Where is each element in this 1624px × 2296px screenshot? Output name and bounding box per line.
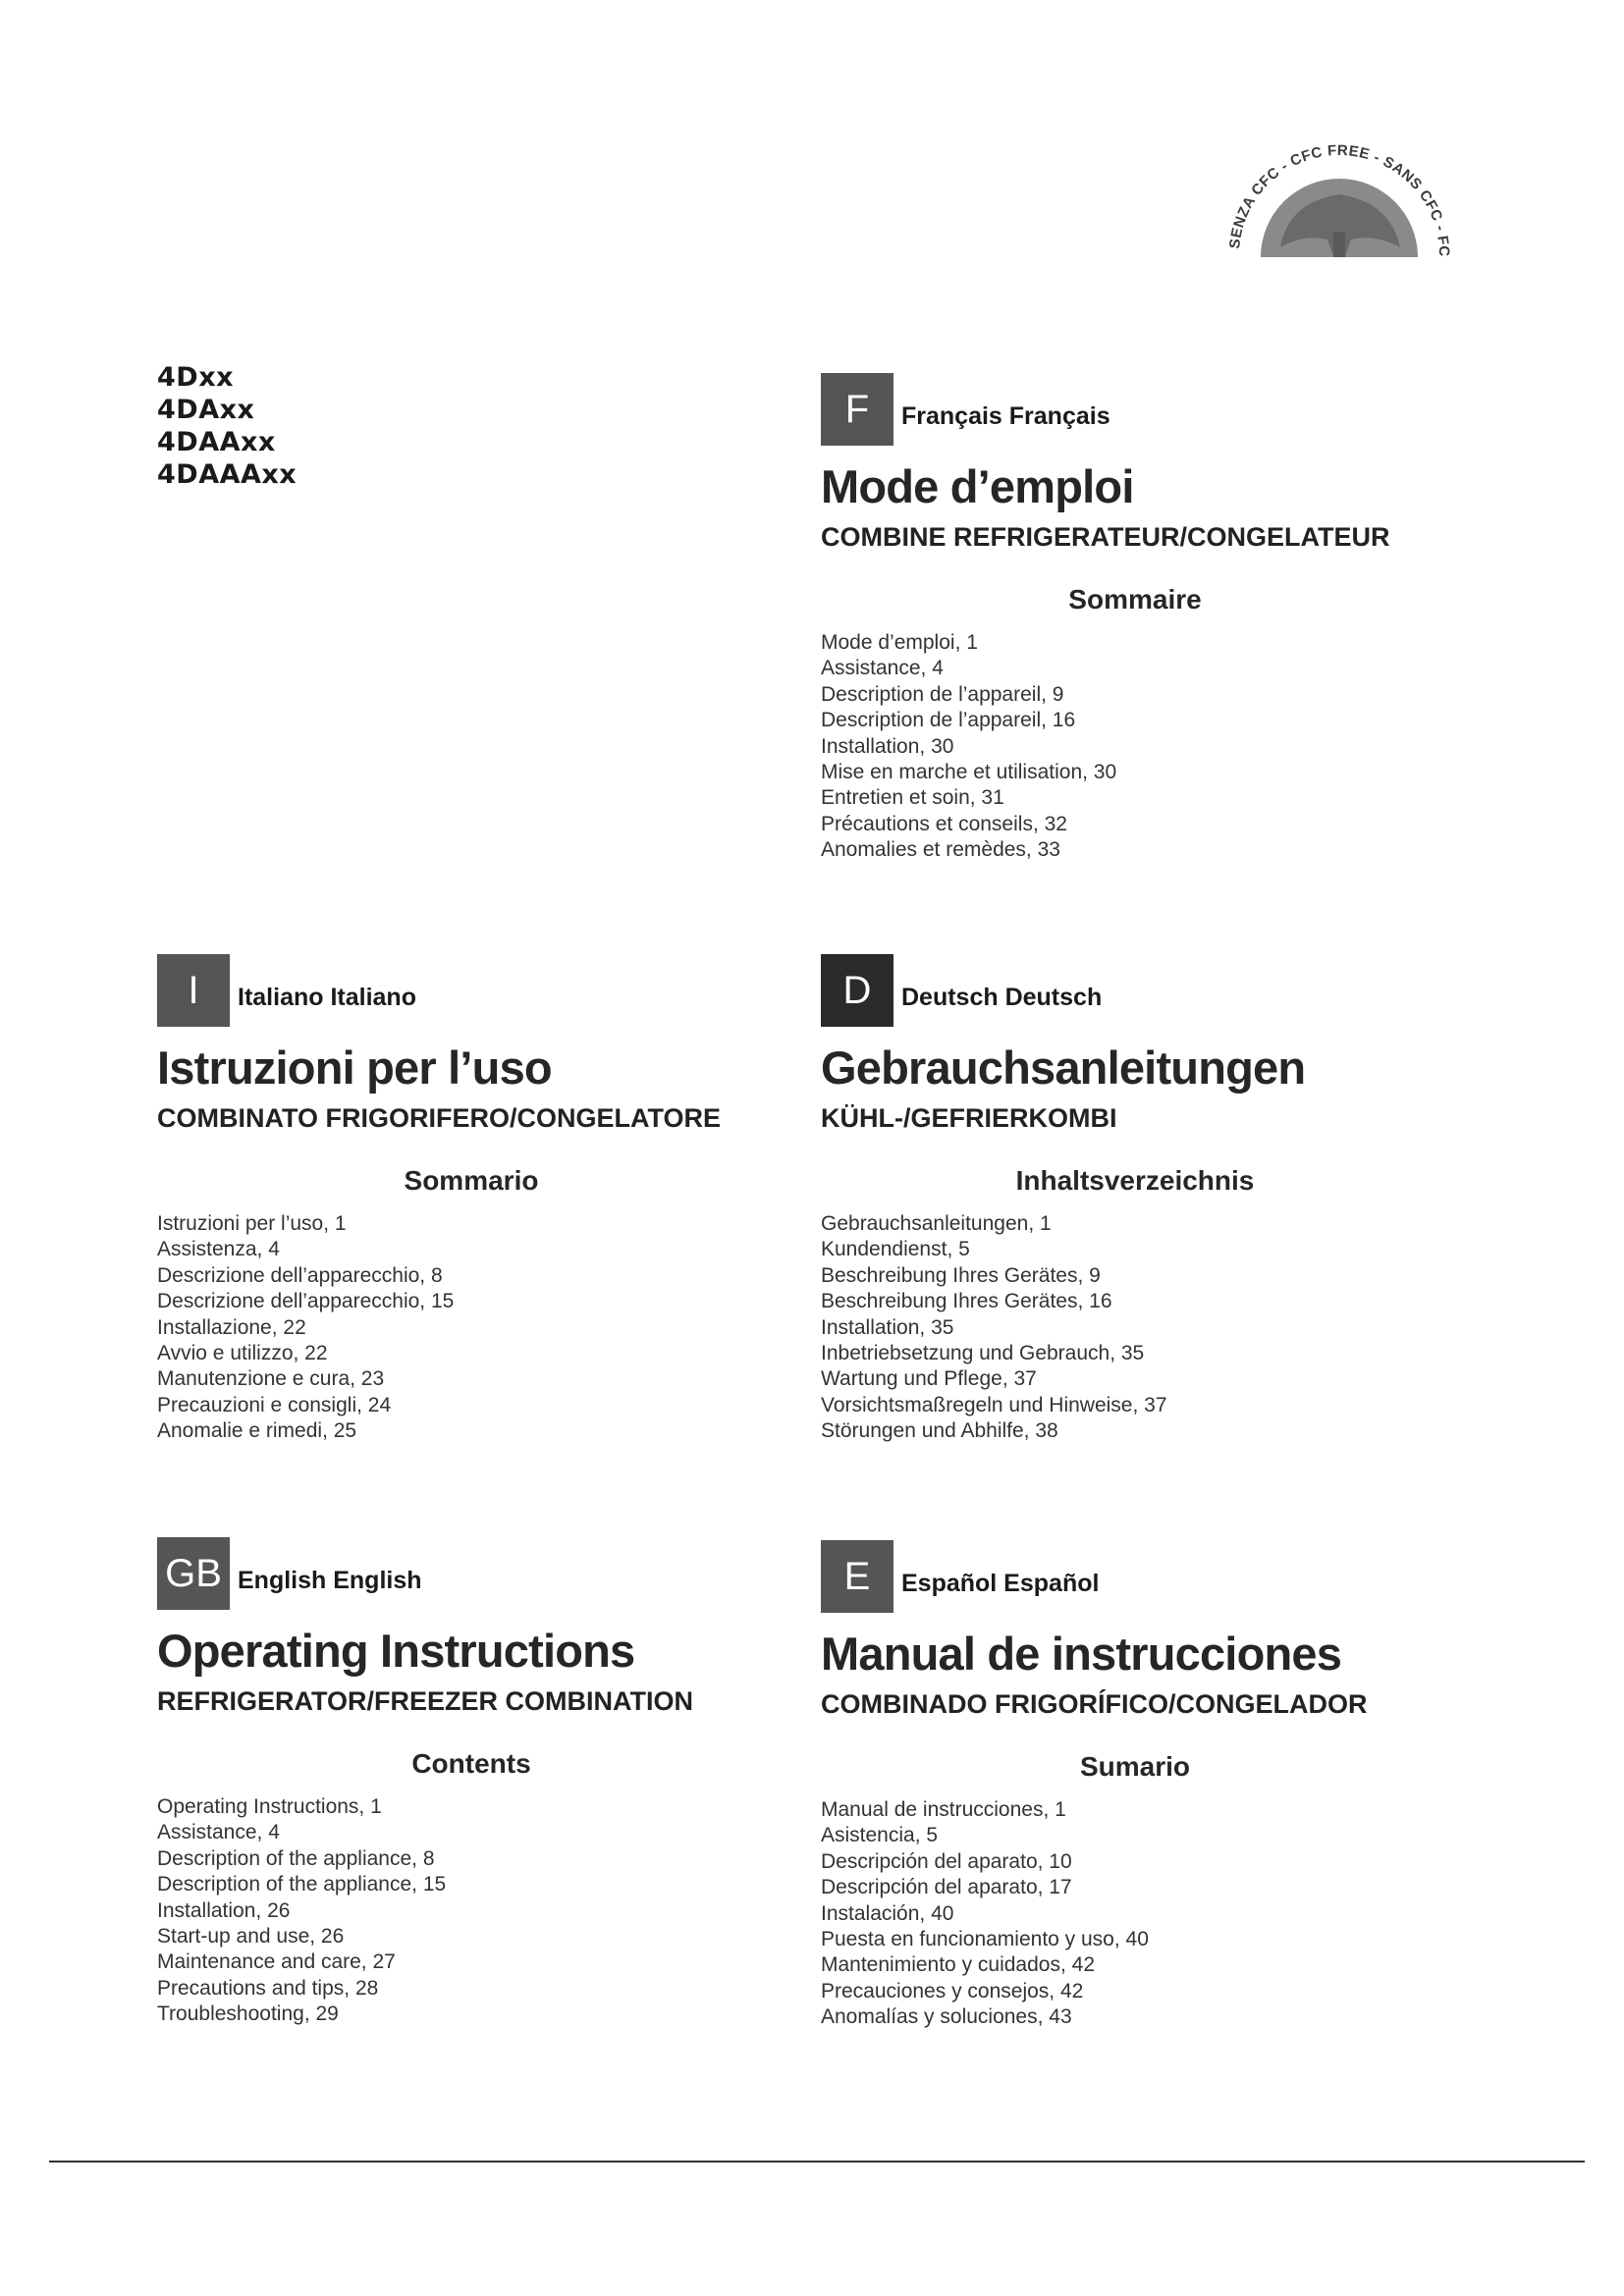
- product-type: COMBINATO FRIGORIFERO/CONGELATORE: [157, 1103, 722, 1133]
- toc-item: Instalación, 40: [821, 1901, 954, 1925]
- toc-item: Manutenzione e cura, 23: [157, 1367, 385, 1391]
- toc-item: Installazione, 22: [157, 1315, 306, 1339]
- section-german: [821, 954, 1449, 1445]
- toc-item: Störungen und Abhilfe, 38: [821, 1419, 1058, 1443]
- toc-item: Asistencia, 5: [821, 1824, 939, 1847]
- section-header: [157, 954, 785, 1027]
- toc-item: Descripción del aparato, 10: [821, 1849, 1072, 1873]
- bottom-divider: [49, 2161, 1585, 2163]
- toc-item: Precauciones y consejos, 42: [821, 1979, 1084, 2002]
- toc-item: Anomalies et remèdes, 33: [821, 838, 1060, 862]
- toc-item: Descripción del aparato, 17: [821, 1876, 1072, 1899]
- language-badge: GB: [157, 1537, 230, 1610]
- toc-heading: Sommaire: [1068, 584, 1202, 614]
- toc-item: Assistenza, 4: [157, 1238, 280, 1261]
- language-badge: F: [821, 373, 893, 446]
- section-header: [821, 1540, 1449, 1613]
- toc-item: Description de l’appareil, 9: [821, 682, 1064, 706]
- language-badge: D: [821, 954, 893, 1027]
- toc-item: Inbetriebsetzung und Gebrauch, 35: [821, 1342, 1145, 1365]
- toc-item: Kundendienst, 5: [821, 1238, 970, 1261]
- table-of-contents: [821, 1211, 1449, 1445]
- toc-item: Description of the appliance, 15: [157, 1873, 447, 1896]
- model-name: 4Dxx: [157, 362, 235, 393]
- manual-title: Gebrauchsanleitungen: [821, 1041, 1306, 1094]
- model-name: 4DAxx: [157, 395, 255, 425]
- section-english: [157, 1537, 785, 2028]
- language-badge: I: [157, 954, 230, 1027]
- toc-item: Maintenance and care, 27: [157, 1950, 396, 1974]
- section-header: [157, 1537, 785, 1610]
- toc-item: Troubleshooting, 29: [157, 2002, 339, 2026]
- toc-heading: Sumario: [1079, 1751, 1191, 1782]
- toc-item: Istruzioni per l’uso, 1: [157, 1212, 347, 1235]
- toc-item: Vorsichtsmaßregeln und Hinweise, 37: [821, 1393, 1167, 1416]
- toc-item: Précautions et conseils, 32: [821, 812, 1067, 835]
- product-type: COMBINADO FRIGORÍFICO/CONGELADOR: [821, 1689, 1368, 1719]
- section-italian: [157, 954, 785, 1445]
- toc-item: Manual de instrucciones, 1: [821, 1798, 1066, 1821]
- section-spanish: [821, 1540, 1449, 2031]
- table-of-contents: [157, 1211, 785, 1445]
- manual-title: Operating Instructions: [157, 1625, 635, 1677]
- toc-item: Descrizione dell’apparecchio, 15: [157, 1290, 455, 1313]
- toc-item: Puesta en funcionamiento y uso, 40: [821, 1928, 1149, 1951]
- section-french: [821, 373, 1449, 864]
- toc-heading: Contents: [411, 1748, 531, 1779]
- toc-heading: Inhaltsverzeichnis: [1015, 1165, 1255, 1196]
- toc-item: Installation, 30: [821, 734, 954, 758]
- manual-title: Mode d’emploi: [821, 460, 1134, 512]
- toc-item: Descrizione dell’apparecchio, 8: [157, 1263, 443, 1287]
- model-name: 4DAAAxx: [157, 459, 298, 490]
- logo-arc-text: SENZA CFC - CFC FREE - SANS CFC - FC: [1226, 141, 1453, 257]
- table-of-contents: [821, 1797, 1449, 2031]
- language-label: Italiano Italiano: [238, 983, 416, 1011]
- toc-item: Installation, 26: [157, 1898, 291, 1922]
- toc-item: Start-up and use, 26: [157, 1925, 345, 1949]
- product-type: REFRIGERATOR/FREEZER COMBINATION: [157, 1686, 693, 1716]
- toc-item: Operating Instructions, 1: [157, 1795, 382, 1818]
- language-label: English English: [238, 1566, 422, 1594]
- toc-item: Beschreibung Ihres Gerätes, 9: [821, 1263, 1101, 1287]
- toc-item: Assistance, 4: [821, 657, 944, 680]
- manual-title: Manual de instrucciones: [821, 1628, 1342, 1680]
- product-type: KÜHL-/GEFRIERKOMBI: [821, 1103, 1117, 1133]
- model-name: 4DAAxx: [157, 427, 276, 457]
- manual-title: Istruzioni per l’uso: [157, 1041, 552, 1094]
- toc-item: Assistance, 4: [157, 1821, 280, 1844]
- toc-item: Anomalie e rimedi, 25: [157, 1419, 357, 1443]
- language-label: Français Français: [901, 401, 1110, 430]
- toc-item: Gebrauchsanleitungen, 1: [821, 1212, 1052, 1235]
- language-label: Español Español: [901, 1569, 1100, 1597]
- section-header: [821, 954, 1449, 1027]
- toc-item: Mode d’emploi, 1: [821, 631, 978, 654]
- toc-item: Installation, 35: [821, 1315, 954, 1339]
- toc-item: Description de l’appareil, 16: [821, 709, 1076, 732]
- toc-item: Entretien et soin, 31: [821, 786, 1004, 810]
- toc-item: Avvio e utilizzo, 22: [157, 1342, 328, 1365]
- table-of-contents: [821, 630, 1449, 864]
- toc-item: Wartung und Pflege, 37: [821, 1367, 1037, 1391]
- language-label: Deutsch Deutsch: [901, 983, 1103, 1011]
- section-header: [821, 373, 1449, 446]
- table-of-contents: [157, 1794, 785, 2028]
- toc-item: Precauzioni e consigli, 24: [157, 1393, 392, 1416]
- toc-item: Description of the appliance, 8: [157, 1846, 435, 1870]
- language-badge: E: [821, 1540, 893, 1613]
- toc-heading: Sommario: [404, 1165, 539, 1196]
- toc-item: Mise en marche et utilisation, 30: [821, 761, 1117, 784]
- toc-item: Mantenimiento y cuidados, 42: [821, 1953, 1095, 1977]
- toc-item: Precautions and tips, 28: [157, 1976, 379, 2000]
- toc-item: Anomalías y soluciones, 43: [821, 2005, 1072, 2029]
- toc-item: Beschreibung Ihres Gerätes, 16: [821, 1290, 1112, 1313]
- model-list: [157, 361, 297, 491]
- product-type: COMBINE REFRIGERATEUR/CONGELATEUR: [821, 522, 1390, 552]
- cfc-free-logo: [1221, 137, 1457, 265]
